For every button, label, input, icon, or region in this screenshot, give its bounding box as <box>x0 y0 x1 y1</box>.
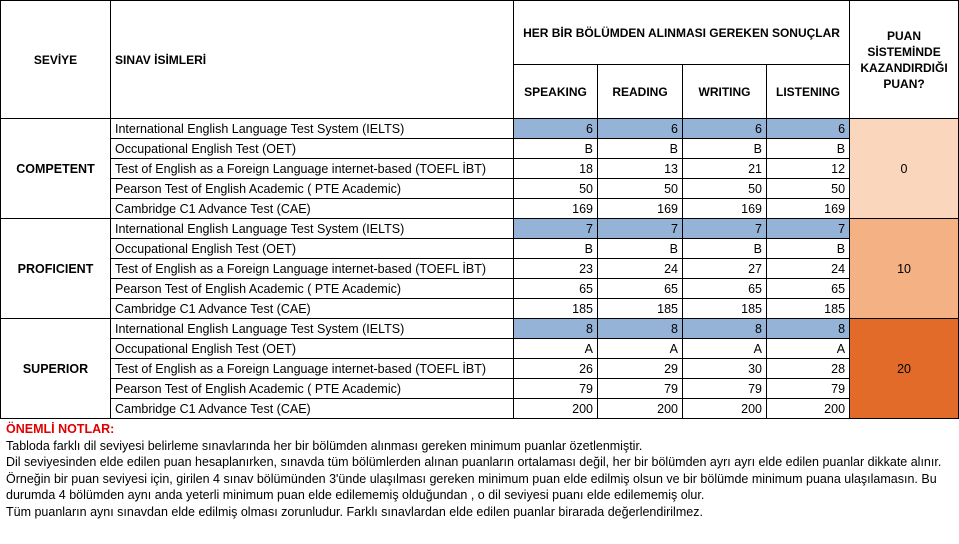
score-cell: 169 <box>683 199 767 219</box>
table-row <box>1 399 959 419</box>
score-cell: 185 <box>683 299 767 319</box>
score-cell: 27 <box>683 259 767 279</box>
score-cell: 7 <box>514 219 598 239</box>
score-cell: 65 <box>514 279 598 299</box>
score-cell: 65 <box>683 279 767 299</box>
table-row <box>1 239 959 259</box>
score-cell: 30 <box>683 359 767 379</box>
score-cell: 169 <box>767 199 850 219</box>
points-value: 0 <box>850 119 959 219</box>
exam-name: Test of English as a Foreign Language internet-based (TOEFL İBT) <box>111 259 514 279</box>
score-cell: 65 <box>767 279 850 299</box>
exam-name: Occupational English Test (OET) <box>111 239 514 259</box>
reading-header: READING <box>598 65 683 119</box>
score-cell: 79 <box>767 379 850 399</box>
score-cell: 13 <box>598 159 683 179</box>
score-cell: 7 <box>683 219 767 239</box>
speaking-header: SPEAKING <box>514 65 598 119</box>
score-cell: 169 <box>598 199 683 219</box>
exam-name: Pearson Test of English Academic ( PTE Academic) <box>111 179 514 199</box>
table-row <box>1 139 959 159</box>
score-cell: 200 <box>683 399 767 419</box>
notes-title: ÖNEMLİ NOTLAR: <box>6 422 115 436</box>
score-cell: 12 <box>767 159 850 179</box>
table-row <box>1 319 959 339</box>
score-cell: 8 <box>598 319 683 339</box>
table-row <box>1 219 959 239</box>
score-cell: A <box>683 339 767 359</box>
score-cell: B <box>598 239 683 259</box>
score-cell: 200 <box>514 399 598 419</box>
table-row <box>1 359 959 379</box>
table-row <box>1 119 959 139</box>
score-cell: 6 <box>514 119 598 139</box>
exam-name: Pearson Test of English Academic ( PTE Academic) <box>111 279 514 299</box>
score-cell: 24 <box>767 259 850 279</box>
exam-name: Cambridge C1 Advance Test (CAE) <box>111 399 514 419</box>
points-value: 10 <box>850 219 959 319</box>
score-cell: 50 <box>514 179 598 199</box>
score-cell: 169 <box>514 199 598 219</box>
score-cell: 50 <box>598 179 683 199</box>
level-column-header: SEVİYE <box>1 1 111 119</box>
sections-title-header: HER BİR BÖLÜMDEN ALINMASI GEREKEN SONUÇLAR <box>514 1 850 65</box>
exam-column-header: SINAV İSİMLERİ <box>111 1 514 119</box>
exam-name: International English Language Test System (IELTS) <box>111 119 514 139</box>
score-cell: 7 <box>767 219 850 239</box>
exam-name: Cambridge C1 Advance Test (CAE) <box>111 299 514 319</box>
score-cell: 26 <box>514 359 598 379</box>
score-cell: 8 <box>767 319 850 339</box>
exam-name: Occupational English Test (OET) <box>111 339 514 359</box>
score-cell: 200 <box>598 399 683 419</box>
exam-name: Pearson Test of English Academic ( PTE Academic) <box>111 379 514 399</box>
score-cell: 29 <box>598 359 683 379</box>
note-line: Tabloda farklı dil seviyesi belirleme sınavlarında her bir bölümden alınması gereken minimum puanlar özetlenmiştir. <box>6 438 643 453</box>
exam-name: Test of English as a Foreign Language internet-based (TOEFL İBT) <box>111 159 514 179</box>
score-cell: 7 <box>598 219 683 239</box>
score-cell: 185 <box>767 299 850 319</box>
score-cell: 50 <box>683 179 767 199</box>
score-cell: 79 <box>683 379 767 399</box>
score-cell: 185 <box>514 299 598 319</box>
score-cell: B <box>767 239 850 259</box>
points-column-header: PUAN SİSTEMİNDE KAZANDIRDIĞI PUAN? <box>850 1 959 119</box>
score-cell: 65 <box>598 279 683 299</box>
table-row <box>1 379 959 399</box>
score-cell: 24 <box>598 259 683 279</box>
score-cell: 79 <box>598 379 683 399</box>
table-row <box>1 279 959 299</box>
table-row <box>1 259 959 279</box>
level-label: SUPERIOR <box>1 319 111 419</box>
table-row <box>1 159 959 179</box>
note-line: Dil seviyesinden elde edilen puan hesaplanırken, sınavda tüm bölümlerden alınan puanların ortalaması değil, her bir bölümden ayrı ayrı elde edilen puanlar dikkate alınır. <box>6 455 942 470</box>
score-cell: 6 <box>598 119 683 139</box>
table-row <box>1 179 959 199</box>
exam-name: Cambridge C1 Advance Test (CAE) <box>111 199 514 219</box>
score-cell: B <box>514 139 598 159</box>
score-cell: 6 <box>767 119 850 139</box>
score-cell: B <box>767 139 850 159</box>
level-label: COMPETENT <box>1 119 111 219</box>
score-cell: 23 <box>514 259 598 279</box>
score-cell: A <box>514 339 598 359</box>
score-cell: B <box>683 139 767 159</box>
score-cell: 50 <box>767 179 850 199</box>
exam-name: Occupational English Test (OET) <box>111 139 514 159</box>
table-row <box>1 339 959 359</box>
score-cell: B <box>683 239 767 259</box>
score-cell: 8 <box>683 319 767 339</box>
score-cell: A <box>598 339 683 359</box>
score-cell: B <box>598 139 683 159</box>
table-row <box>1 299 959 319</box>
score-cell: 8 <box>514 319 598 339</box>
score-cell: 79 <box>514 379 598 399</box>
score-cell: 28 <box>767 359 850 379</box>
score-cell: 200 <box>767 399 850 419</box>
listening-header: LISTENING <box>767 65 850 119</box>
score-cell: B <box>514 239 598 259</box>
note-line: Tüm puanların aynı sınavdan elde edilmiş olması zorunludur. Farklı sınavlardan elde edilen puanlar birarada değerlendirilmez. <box>6 504 703 519</box>
table-row <box>1 199 959 219</box>
score-cell: 18 <box>514 159 598 179</box>
writing-header: WRITING <box>683 65 767 119</box>
score-cell: 21 <box>683 159 767 179</box>
points-value: 20 <box>850 319 959 419</box>
exam-name: International English Language Test System (IELTS) <box>111 319 514 339</box>
note-line: Örneğin bir puan seviyesi için, girilen 4 sınav bölümünden 3'ünde ulaşılması gereken minimum puan elde edilmiş olsun ve bir bölümde minimum puana ulaşılamasın. Bu durumda 4 bölümden aynı anda yeterli minimum puan elde edilememiş olduğundan , o dil seviyesi puanı elde edilememiş olur. <box>6 471 937 503</box>
exam-name: Test of English as a Foreign Language internet-based (TOEFL İBT) <box>111 359 514 379</box>
exam-name: International English Language Test System (IELTS) <box>111 219 514 239</box>
level-label: PROFICIENT <box>1 219 111 319</box>
important-notes <box>6 421 956 521</box>
score-cell: A <box>767 339 850 359</box>
score-cell: 6 <box>683 119 767 139</box>
score-cell: 185 <box>598 299 683 319</box>
